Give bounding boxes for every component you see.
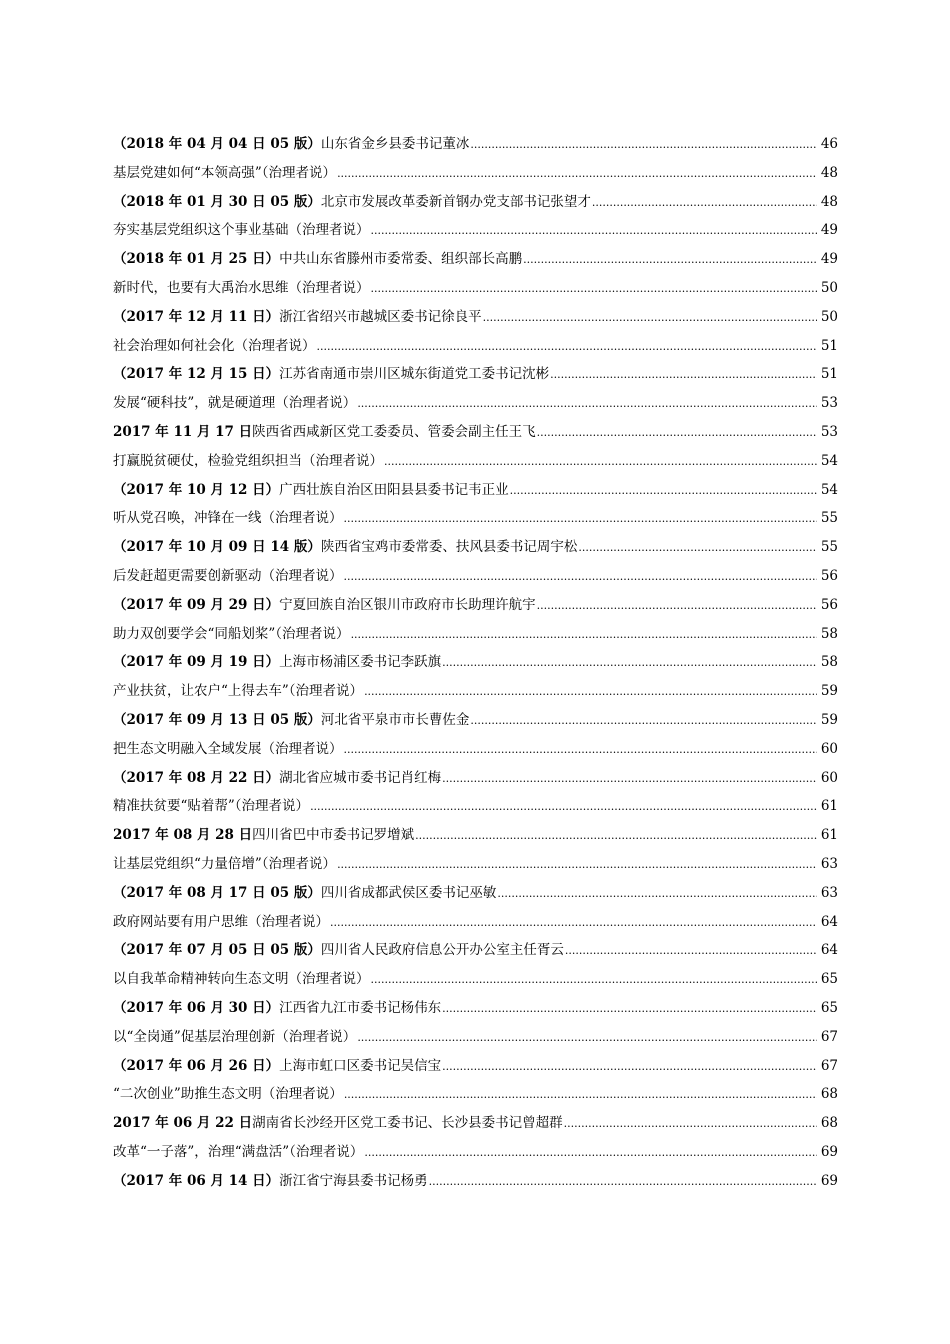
toc-entry[interactable] xyxy=(113,360,838,389)
toc-entry[interactable] xyxy=(113,764,838,793)
toc-entry-title: 以“全岗通”促基层治理创新（治理者说） xyxy=(113,1028,357,1045)
toc-entry-page-number: 60 xyxy=(820,740,838,757)
dot-leader xyxy=(364,677,817,707)
toc-entry[interactable] xyxy=(113,562,838,591)
toc-entry-page-number: 65 xyxy=(820,971,838,988)
toc-entry-page-number: 49 xyxy=(820,222,838,239)
toc-entry-title: 听从党召唤，冲锋在一线（治理者说） xyxy=(113,510,343,527)
dot-leader xyxy=(344,504,818,534)
toc-entry-title: 湖北省应城市委书记肖红梅 xyxy=(279,769,442,786)
toc-entry[interactable] xyxy=(113,245,838,274)
toc-entry-date: （2017 年 09 月 13 日 05 版） xyxy=(113,711,321,728)
toc-entry[interactable] xyxy=(113,908,838,937)
toc-entry[interactable] xyxy=(113,591,838,620)
toc-entry-date: （2017 年 10 月 12 日） xyxy=(113,481,280,498)
toc-entry[interactable] xyxy=(113,1052,838,1081)
toc-entry[interactable] xyxy=(113,332,838,361)
toc-entry[interactable] xyxy=(113,447,838,476)
toc-entry-title: 四川省成都武侯区委书记巫敏 xyxy=(320,884,497,901)
toc-entry-page-number: 64 xyxy=(820,913,838,930)
dot-leader xyxy=(564,1109,817,1139)
toc-entry-title: 山东省金乡县委书记董冰 xyxy=(320,136,470,152)
dot-leader xyxy=(384,447,817,477)
dot-leader xyxy=(371,216,818,246)
toc-entry[interactable] xyxy=(113,792,838,821)
toc-entry-title: 广西壮族自治区田阳县县委书记韦正业 xyxy=(279,481,509,498)
dot-leader xyxy=(578,533,817,563)
toc-entry-title: 浙江省绍兴市越城区委书记徐良平 xyxy=(279,308,482,325)
toc-entry[interactable] xyxy=(113,1109,838,1138)
toc-entry-page-number: 59 xyxy=(820,711,838,728)
dot-leader xyxy=(337,159,817,189)
toc-entry-title: 新时代，也要有大禹治水思维（治理者说） xyxy=(113,279,370,296)
dot-leader xyxy=(371,965,818,995)
toc-entry[interactable] xyxy=(113,821,838,850)
dot-leader xyxy=(429,1167,817,1197)
toc-entry[interactable] xyxy=(113,1167,838,1196)
toc-entry-page-number: 55 xyxy=(820,510,838,527)
toc-entry-title: 上海市杨浦区委书记李跃旗 xyxy=(279,654,442,671)
toc-entry-page-number: 61 xyxy=(820,798,838,815)
toc-entry-page-number: 48 xyxy=(820,164,838,181)
dot-leader xyxy=(442,764,817,794)
toc-entry-date: （2017 年 08 月 17 日 05 版） xyxy=(113,884,321,901)
dot-leader xyxy=(371,274,818,304)
toc-entry-title: 陕西省西咸新区党工委委员、管委会副主任王飞 xyxy=(252,423,536,440)
dot-leader xyxy=(470,706,817,736)
toc-entry-page-number: 54 xyxy=(820,481,838,498)
toc-entry-title: 基层党建如何“本领高强”（治理者说） xyxy=(113,164,337,181)
toc-entry-page-number: 59 xyxy=(820,683,838,700)
toc-entry-date: 2017 年 06 月 22 日 xyxy=(113,1115,253,1132)
toc-entry-page-number: 56 xyxy=(820,596,838,613)
toc-entry-title: 北京市发展改革委新首钢办党支部书记张望才 xyxy=(320,193,591,210)
toc-entry[interactable] xyxy=(113,418,838,447)
dot-leader xyxy=(537,591,817,621)
toc-entry-title: 浙江省宁海县委书记杨勇 xyxy=(279,1172,428,1189)
toc-entry-date: （2017 年 06 月 14 日） xyxy=(113,1172,280,1189)
toc-entry-page-number: 69 xyxy=(820,1143,838,1160)
dot-leader xyxy=(310,792,817,822)
toc-entry-date: （2017 年 09 月 29 日） xyxy=(113,596,280,613)
toc-entry-date: （2017 年 09 月 19 日） xyxy=(113,654,280,671)
toc-entry-title: 四川省人民政府信息公开办公室主任胥云 xyxy=(320,942,564,959)
toc-entry-page-number: 51 xyxy=(820,366,838,383)
toc-entry-date: （2017 年 12 月 15 日） xyxy=(113,366,280,383)
dot-leader xyxy=(330,908,817,938)
toc-entry[interactable] xyxy=(113,130,838,159)
toc-entry-page-number: 60 xyxy=(820,769,838,786)
toc-entry[interactable] xyxy=(113,936,838,965)
toc-entry-title: 江苏省南通市崇川区城东街道党工委书记沈彬 xyxy=(279,366,550,383)
toc-entry[interactable] xyxy=(113,389,838,418)
toc-entry-page-number: 48 xyxy=(820,193,838,210)
toc-entry-date: （2017 年 10 月 09 日 14 版） xyxy=(113,539,321,556)
toc-entry-title: 中共山东省滕州市委常委、组织部长高鹏 xyxy=(279,251,523,268)
toc-entry-title: 四川省巴中市委书记罗增斌 xyxy=(252,827,415,844)
toc-entry-date: （2017 年 06 月 30 日） xyxy=(113,999,280,1016)
toc-entry-date: （2018 年 04 月 04 日 05 版） xyxy=(113,136,321,152)
toc-entry-title: 以自我革命精神转向生态文明（治理者说） xyxy=(113,971,370,988)
toc-entry-page-number: 50 xyxy=(820,308,838,325)
toc-entry[interactable] xyxy=(113,1138,838,1167)
toc-entry[interactable] xyxy=(113,216,838,245)
toc-entry[interactable] xyxy=(113,476,838,505)
toc-entry-page-number: 56 xyxy=(820,567,838,584)
toc-entry-page-number: 61 xyxy=(820,827,838,844)
toc-entry-page-number: 63 xyxy=(820,884,838,901)
toc-entry-title: “二次创业”助推生态文明（治理者说） xyxy=(113,1086,343,1103)
toc-entry[interactable] xyxy=(113,1023,838,1052)
toc-entry-page-number: 54 xyxy=(820,452,838,469)
dot-leader xyxy=(510,476,817,506)
toc-entry[interactable] xyxy=(113,850,838,879)
toc-entry-title: 把生态文明融入全域发展（治理者说） xyxy=(113,740,343,757)
toc-entry-page-number: 53 xyxy=(820,423,838,440)
toc-entry-title: 夯实基层党组织这个事业基础（治理者说） xyxy=(113,222,370,239)
toc-entry[interactable] xyxy=(113,706,838,735)
dot-leader xyxy=(415,821,817,851)
toc-entry-page-number: 69 xyxy=(820,1172,838,1189)
toc-entry-page-number: 46 xyxy=(820,136,838,152)
toc-entry-page-number: 67 xyxy=(820,1028,838,1045)
toc-entry-title: 宁夏回族自治区银川市政府市长助理许航宇 xyxy=(279,596,536,613)
toc-entry-title: 湖南省长沙经开区党工委书记、长沙县委书记曾超群 xyxy=(252,1115,563,1132)
dot-leader xyxy=(592,188,817,218)
toc-entry[interactable] xyxy=(113,274,838,303)
dot-leader xyxy=(351,620,817,650)
toc-entry-page-number: 50 xyxy=(820,279,838,296)
dot-leader xyxy=(442,994,817,1024)
dot-leader xyxy=(497,879,817,909)
toc-entry-page-number: 63 xyxy=(820,855,838,872)
toc-entry-title: 让基层党组织“力量倍增”（治理者说） xyxy=(113,855,337,872)
toc-entry-date: （2017 年 07 月 05 日 05 版） xyxy=(113,942,321,959)
toc-entry-page-number: 67 xyxy=(820,1057,838,1074)
toc-entry-date: （2017 年 08 月 22 日） xyxy=(113,769,280,786)
toc-entry-date: （2017 年 06 月 26 日） xyxy=(113,1057,280,1074)
toc-entry-page-number: 65 xyxy=(820,999,838,1016)
toc-entry[interactable] xyxy=(113,188,838,217)
table-of-contents xyxy=(113,130,838,1195)
dot-leader xyxy=(344,735,818,765)
toc-entry[interactable] xyxy=(113,504,838,533)
toc-entry-page-number: 53 xyxy=(820,395,838,412)
dot-leader xyxy=(442,648,817,678)
toc-entry-page-number: 55 xyxy=(820,539,838,556)
toc-entry-title: 打赢脱贫硬仗，检验党组织担当（治理者说） xyxy=(113,452,383,469)
toc-entry-title: 助力双创要学会“同船划桨”（治理者说） xyxy=(113,625,350,642)
toc-entry[interactable] xyxy=(113,677,838,706)
dot-leader xyxy=(364,1138,817,1168)
dot-leader xyxy=(357,389,817,419)
toc-entry-page-number: 49 xyxy=(820,251,838,268)
toc-entry-page-number: 68 xyxy=(820,1115,838,1132)
dot-leader xyxy=(537,418,817,448)
dot-leader xyxy=(337,850,817,880)
toc-entry[interactable] xyxy=(113,994,838,1023)
toc-entry-title: 后发赶超更需要创新驱动（治理者说） xyxy=(113,567,343,584)
dot-leader xyxy=(442,1052,817,1082)
toc-entry-title: 上海市虹口区委书记吴信宝 xyxy=(279,1057,442,1074)
toc-entry[interactable] xyxy=(113,648,838,677)
dot-leader xyxy=(565,936,817,966)
toc-entry[interactable] xyxy=(113,879,838,908)
toc-entry-page-number: 58 xyxy=(820,625,838,642)
dot-leader xyxy=(344,562,818,592)
toc-entry-page-number: 58 xyxy=(820,654,838,671)
dot-leader xyxy=(483,303,817,333)
toc-entry-title: 产业扶贫，让农户“上得去车”（治理者说） xyxy=(113,683,364,700)
toc-entry[interactable] xyxy=(113,965,838,994)
toc-entry[interactable] xyxy=(113,159,838,188)
toc-entry-title: 江西省九江市委书记杨伟东 xyxy=(279,999,442,1016)
toc-entry-page-number: 68 xyxy=(820,1086,838,1103)
dot-leader xyxy=(344,1080,817,1110)
toc-entry[interactable] xyxy=(113,303,838,332)
toc-entry-title: 河北省平泉市市长曹佐金 xyxy=(320,711,470,728)
toc-entry-date: （2018 年 01 月 25 日） xyxy=(113,251,280,268)
toc-entry[interactable] xyxy=(113,620,838,649)
dot-leader xyxy=(317,332,818,362)
toc-entry-title: 陕西省宝鸡市委常委、扶风县委书记周宇松 xyxy=(320,539,578,556)
dot-leader xyxy=(470,130,817,160)
toc-entry-date: 2017 年 11 月 17 日 xyxy=(113,423,253,440)
dot-leader xyxy=(357,1023,817,1053)
dot-leader xyxy=(523,245,817,275)
toc-entry[interactable] xyxy=(113,533,838,562)
toc-entry-page-number: 64 xyxy=(820,942,838,959)
toc-entry-title: 发展“硬科技”，就是硬道理（治理者说） xyxy=(113,395,357,412)
toc-entry-title: 政府网站要有用户思维（治理者说） xyxy=(113,913,329,930)
toc-entry-page-number: 51 xyxy=(820,337,838,354)
toc-entry[interactable] xyxy=(113,735,838,764)
toc-entry-title: 社会治理如何社会化（治理者说） xyxy=(113,337,316,354)
toc-entry-date: （2017 年 12 月 11 日） xyxy=(113,308,280,325)
toc-entry-date: 2017 年 08 月 28 日 xyxy=(113,827,253,844)
toc-entry-title: 精准扶贫要“贴着帮”（治理者说） xyxy=(113,798,310,815)
toc-entry-date: （2018 年 01 月 30 日 05 版） xyxy=(113,193,321,210)
dot-leader xyxy=(550,360,817,390)
toc-entry-title: 改革“一子落”，治理“满盘活”（治理者说） xyxy=(113,1143,364,1160)
toc-entry[interactable] xyxy=(113,1080,838,1109)
